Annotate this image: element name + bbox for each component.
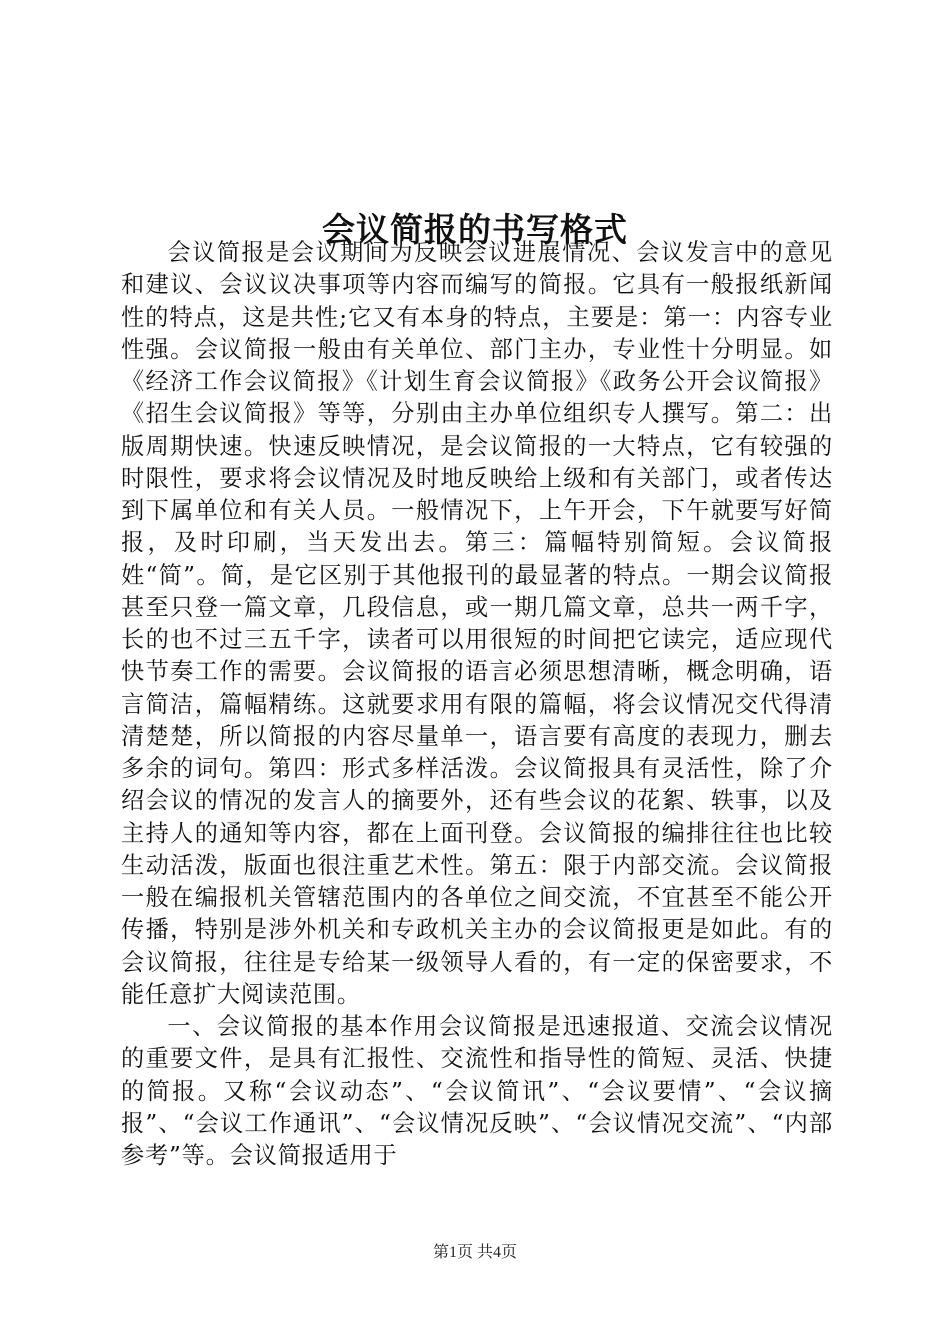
paragraph: 会议简报是会议期间为反映会议进展情况、会议发言中的意见和建议、会议议决事项等内容而编写的简报。它具有一般报纸新闻性的特点，这是共性;它又有本身的特点，主要是：第一：内容专业性强。会议简报一般由有关单位、部门主办，专业性十分明显。如《经济工作会议简报》《计划生育会议简报》《政务公开会议简报》《招生会议简报》等等，分别由主办单位组织专人撰写。第二：出版周期快速。快速反映情况，是会议简报的一大特点，它有较强的时限性，要求将会议情况及时地反映给上级和有关部门，或者传达到下属单位和有关人员。一般情况下，上午开会，下午就要写好简报，及时印刷，当天发出去。第三：篇幅特别简短。会议简报姓“简”。简，是它区别于其他报刊的最显著的特点。一期会议简报甚至只登一篇文章，几段信息，或一期几篇文章，总共一两千字，长的也不过三五千字，读者可以用很短的时间把它读完，适应现代快节奏工作的需要。会议简报的语言必须思想清晰，概念明确，语言简洁，篇幅精练。这就要求用有限的篇幅，将会议情况交代得清清楚楚，所以简报的内容尽量单一，语言要有高度的表现力，删去多余的词句。第四：形式多样活泼。会议简报具有灵活性，除了介绍会议的情况的发言人的摘要外，还有些会议的花絮、轶事，以及主持人的通知等内容，都在上面刊登。会议简报的编排往往也比较生动活泼，版面也很注重艺术性。第五：限于内部交流。会议简报一般在编报机关管辖范围内的各单位之间交流，不宜甚至不能公开传播，特别是涉外机关和专政机关主办的会议简报更是如此。有的会议简报，往往是专给某一级领导人看的，有一定的保密要求，不能任意扩大阅读范围。 bbox=[121, 239, 833, 1008]
paragraph: 一、会议简报的基本作用会议简报是迅速报道、交流会议情况的重要文件，是具有汇报性、交流性和指导性的简短、灵活、快捷的简报。又称“会议动态”、“会议简讯”、“会议要情”、“会议摘报”、“会议工作通讯”、“会议情况反映”、“会议情况交流”、“内部参考”等。会议简报适用于 bbox=[121, 1013, 833, 1169]
page-number-footer: 第1页 共4页 bbox=[432, 1244, 517, 1261]
document-body bbox=[121, 237, 833, 1172]
document-title: 会议简报的书写格式 bbox=[322, 210, 628, 250]
